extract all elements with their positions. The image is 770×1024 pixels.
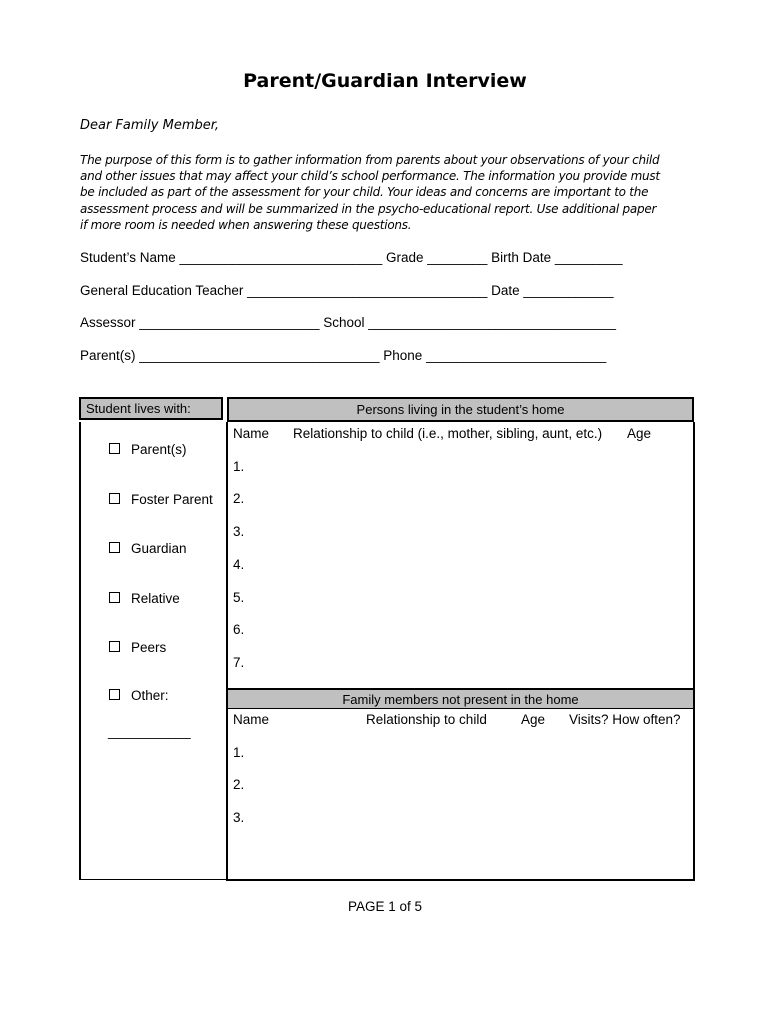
page-footer: PAGE 1 of 5	[347, 899, 423, 914]
col-age: Age	[521, 712, 546, 727]
col-name: Name	[233, 426, 270, 441]
salutation: Dear Family Member,	[80, 118, 220, 133]
home-row[interactable]: 4.	[233, 557, 245, 572]
home-row[interactable]: 6.	[233, 622, 245, 637]
checkbox-icon[interactable]	[109, 542, 120, 553]
intro-line: and other issues that may affect your child’s school performance. The information you provide must	[80, 169, 660, 184]
persons-home-column	[226, 422, 695, 881]
col-relationship: Relationship to child	[366, 712, 487, 727]
intro-line: if more room is needed when answering these questions.	[80, 217, 412, 232]
intro-line: be included as part of the assessment for your child. Your ideas and concerns are important to the	[80, 185, 649, 200]
lives-with-header: Student lives with:	[79, 397, 223, 420]
family-row[interactable]: 3.	[233, 810, 245, 825]
checkbox-icon[interactable]	[109, 689, 120, 700]
home-row[interactable]: 3.	[233, 524, 245, 539]
option-guardian[interactable]: Guardian	[109, 541, 187, 556]
parent-info-line[interactable]: Parent(s) ________________________________ Phone ________________________	[80, 348, 607, 363]
checkbox-icon[interactable]	[109, 443, 120, 454]
teacher-info-line[interactable]: General Education Teacher ________________________________ Date ____________	[80, 283, 614, 298]
family-not-present-header: Family members not present in the home	[228, 688, 693, 709]
option-other[interactable]: Other:	[109, 688, 169, 703]
assessor-info-line[interactable]: Assessor ________________________ School _________________________________	[80, 315, 617, 330]
option-peers[interactable]: Peers	[109, 640, 166, 655]
home-row[interactable]: 1.	[233, 459, 245, 474]
col-visits: Visits? How often?	[569, 712, 681, 727]
home-row[interactable]: 2.	[233, 491, 245, 506]
student-info-line[interactable]: Student’s Name ___________________________ Grade ________ Birth Date _________	[80, 250, 623, 265]
family-row[interactable]: 2.	[233, 777, 245, 792]
home-row[interactable]: 5.	[233, 590, 245, 605]
option-foster-parent[interactable]: Foster Parent	[109, 492, 213, 507]
other-blank-line[interactable]: ___________	[108, 724, 191, 739]
checkbox-icon[interactable]	[109, 493, 120, 504]
persons-home-header: Persons living in the student’s home	[227, 397, 694, 422]
checkbox-icon[interactable]	[109, 592, 120, 603]
page-title: Parent/Guardian Interview	[243, 70, 527, 92]
intro-line: assessment process and will be summarized in the psycho-educational report. Use additional paper	[80, 201, 657, 216]
intro-paragraph	[80, 152, 692, 233]
home-row[interactable]: 7.	[233, 655, 245, 670]
col-age: Age	[627, 426, 652, 441]
col-name: Name	[233, 712, 270, 727]
col-relationship: Relationship to child (i.e., mother, sibling, aunt, etc.)	[293, 426, 603, 441]
option-parents[interactable]: Parent(s)	[109, 442, 187, 457]
family-row[interactable]: 1.	[233, 745, 245, 760]
checkbox-icon[interactable]	[109, 641, 120, 652]
intro-line: The purpose of this form is to gather information from parents about your observations of your child	[80, 153, 660, 167]
option-relative[interactable]: Relative	[109, 591, 180, 606]
